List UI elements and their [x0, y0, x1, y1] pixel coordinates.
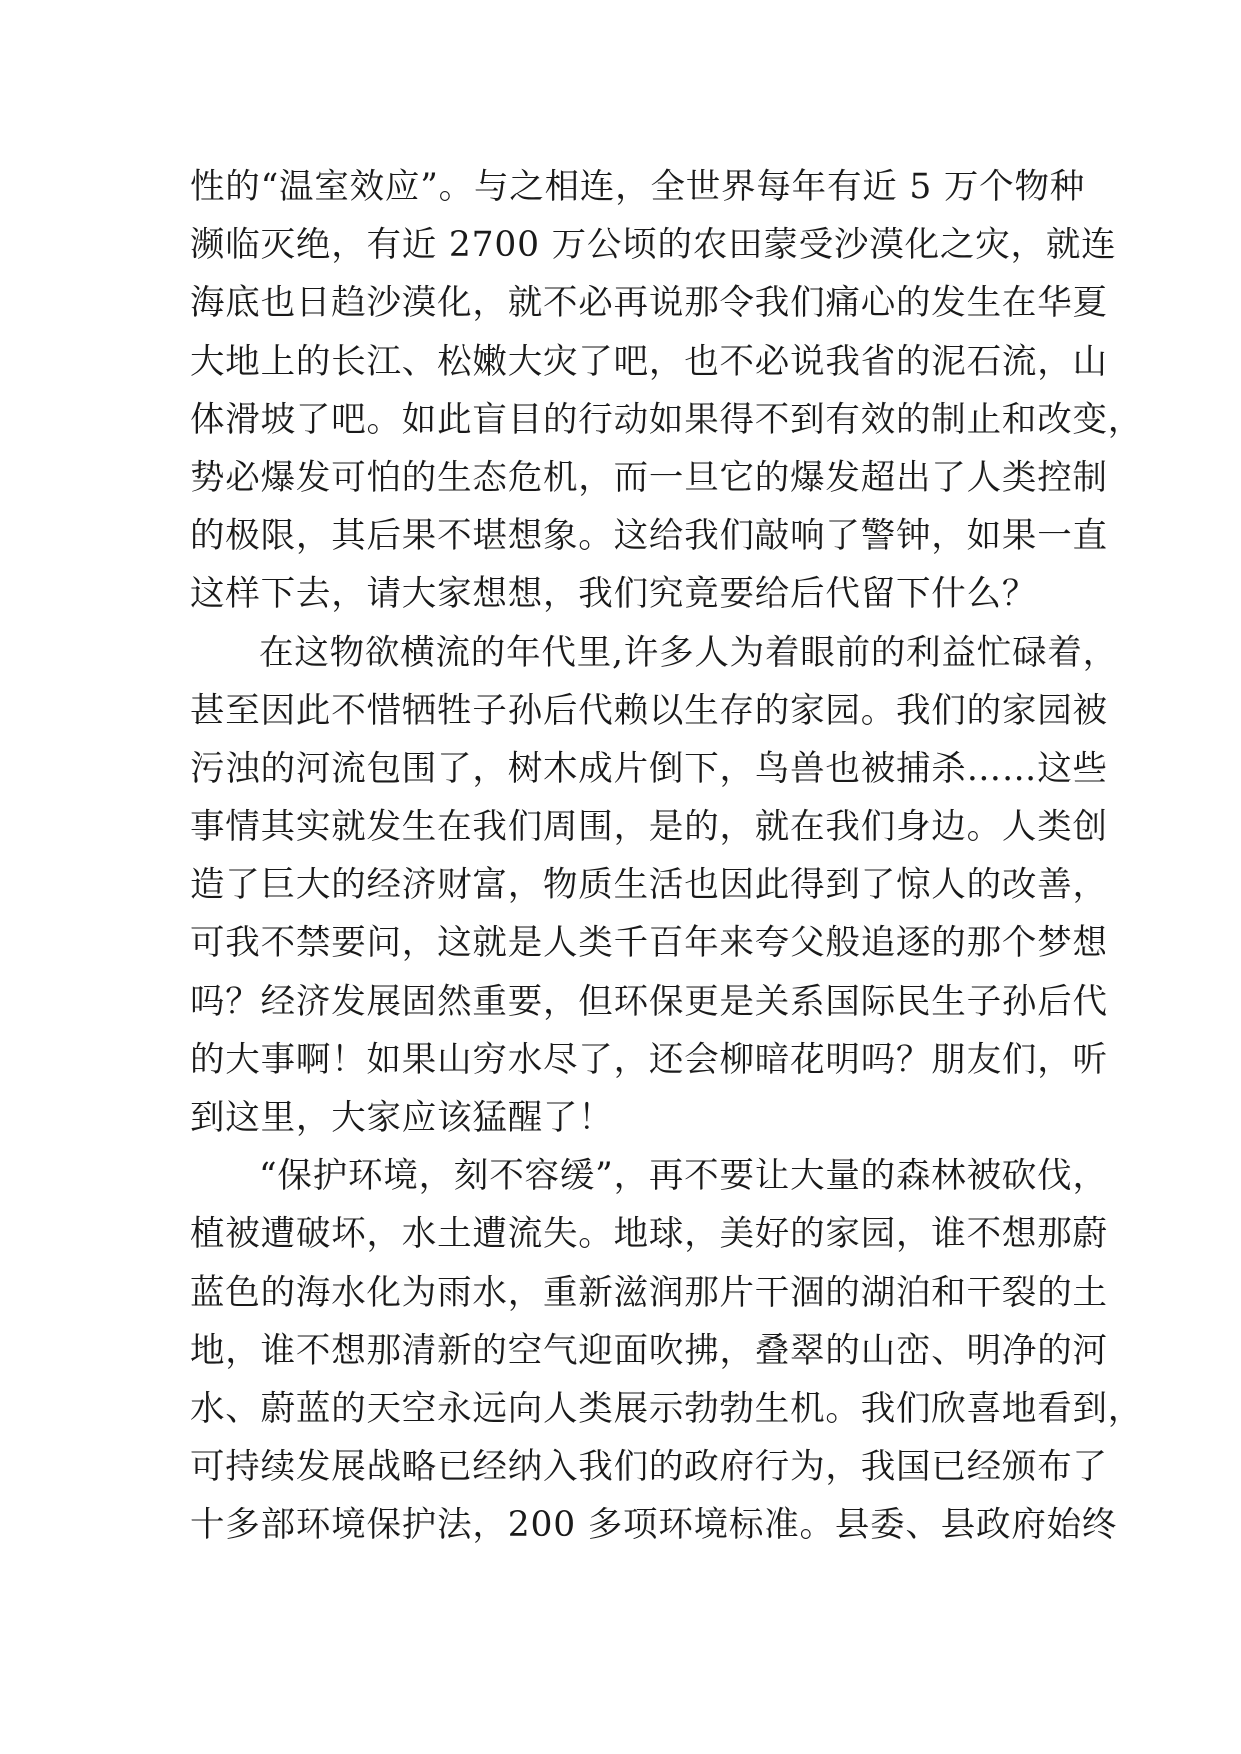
text-line: 蓝色的海水化为雨水，重新滋润那片干涸的湖泊和干裂的土	[190, 1272, 1108, 1313]
text-line: 十多部环境保护法，200 多项环境标准。县委、县政府始终	[190, 1505, 1118, 1546]
text-line: 势必爆发可怕的生态危机，而一旦它的爆发超出了人类控制	[190, 457, 1108, 498]
text-line: 大地上的长江、松嫩大灾了吧，也不必说我省的泥石流，山	[190, 341, 1108, 382]
text-line: 污浊的河流包围了，树木成片倒下，鸟兽也被捕杀……这些	[190, 748, 1108, 789]
text-line: 的大事啊！如果山穷水尽了，还会柳暗花明吗？朋友们，听	[190, 1039, 1108, 1080]
text-line: 造了巨大的经济财富，物质生活也因此得到了惊人的改善，	[190, 865, 1108, 906]
paragraph-first-line: “保护环境，刻不容缓”，再不要让大量的森林被砍伐，	[259, 1156, 1108, 1197]
text-line: 这样下去，请大家想想，我们究竟要给后代留下什么？	[190, 574, 1038, 615]
text-line: 水、蔚蓝的天空永远向人类展示勃勃生机。我们欣喜地看到，	[190, 1388, 1144, 1429]
text-line: 的极限，其后果不堪想象。这给我们敲响了警钟，如果一直	[190, 516, 1108, 557]
paragraph-first-line: 在这物欲横流的年代里,许多人为着眼前的利益忙碌着，	[259, 632, 1118, 673]
text-line: 性的“温室效应”。与之相连，全世界每年有近 5 万个物种	[190, 167, 1086, 207]
text-line: 地，谁不想那清新的空气迎面吹拂，叠翠的山峦、明净的河	[190, 1330, 1108, 1371]
text-line: 濒临灭绝，有近 2700 万公顷的农田蒙受沙漠化之灾，就连	[190, 225, 1117, 266]
text-line: 甚至因此不惜牺牲子孙后代赖以生存的家园。我们的家园被	[190, 690, 1108, 731]
text-line: 海底也日趋沙漠化，就不必再说那令我们痛心的发生在华夏	[190, 283, 1108, 324]
text-line: 体滑坡了吧。如此盲目的行动如果得不到有效的制止和改变，	[190, 399, 1144, 440]
text-line: 事情其实就发生在我们周围，是的，就在我们身边。人类创	[190, 807, 1108, 848]
text-line: 吗？经济发展固然重要，但环保更是关系国际民生子孙后代	[190, 981, 1108, 1022]
body-text	[190, 158, 1144, 1555]
text-line: 可持续发展战略已经纳入我们的政府行为，我国已经颁布了	[190, 1447, 1108, 1488]
text-line: 到这里，大家应该猛醒了！	[190, 1098, 614, 1138]
text-line: 植被遭破坏，水土遭流失。地球，美好的家园，谁不想那蔚	[190, 1214, 1108, 1255]
text-line: 可我不禁要问，这就是人类千百年来夸父般追逐的那个梦想	[190, 923, 1108, 964]
